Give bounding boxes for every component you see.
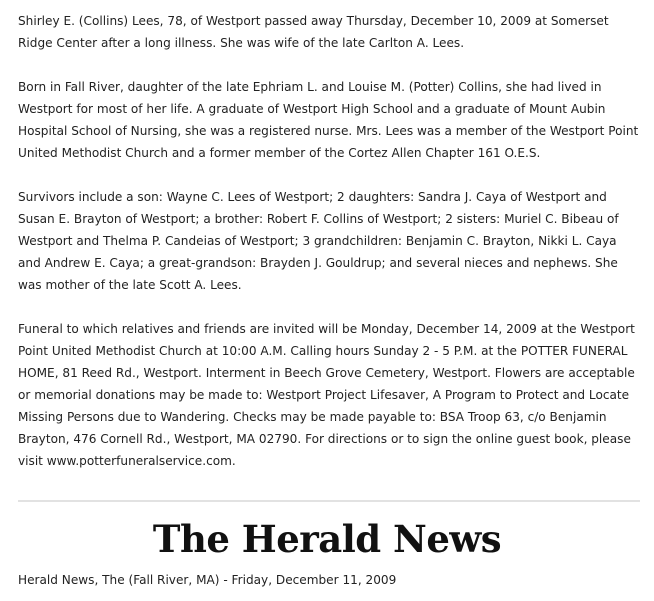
source-citation: Herald News, The (Fall River, MA) - Friday, December 11, 2009 xyxy=(18,573,397,587)
obituary-paragraph-survivors: Survivors include a son: Wayne C. Lees of Westport; 2 daughters: Sandra J. Caya of Westport and Susan E. Brayton of Westport; a brother: Robert F. Collins of Westport; 2 sisters: Muriel C. Bibeau of Westport and Thelma P. Candeias of Westport; 3 grandchildren: Benjamin C. Brayton, Nikki L. Caya and Andrew E. Caya; a great-grandson: Brayden J. Gouldrup; and several nieces and nephews. She was mother of the late Scott A. Lees. xyxy=(18,190,619,292)
obituary-paragraph-death-notice: Shirley E. (Collins) Lees, 78, of Westport passed away Thursday, December 10, 2009 at Somerset Ridge Center after a long illness. She was wife of the late Carlton A. Lees. xyxy=(18,14,609,50)
section-divider xyxy=(18,500,640,502)
newspaper-masthead-logo: The Herald News xyxy=(152,517,502,561)
obituary-paragraph-funeral: Funeral to which relatives and friends are invited will be Monday, December 14, 2009 at the Westport Point United Methodist Church at 10:00 A.M. Calling hours Sunday 2 - 5 P.M. at the POTTER FUNERAL HOME, 81 Reed Rd., Westport. Interment in Beech Grove Cemetery, Westport. Flowers are acceptable or memorial donations may be made to: Westport Project Lifesaver, A Program to Protect and Locate Missing Persons due to Wandering. Checks may be made payable to: BSA Troop 63, c/o Benjamin Brayton, 476 Cornell Rd., Westport, MA 02790. For directions or to sign the online guest book, please visit www.potterfuneralservice.com. xyxy=(18,322,635,468)
obituary-paragraph-biography: Born in Fall River, daughter of the late Ephriam L. and Louise M. (Potter) Collins, she had lived in Westport for most of her life. A graduate of Westport High School and a graduate of Mount Aubin Hospital School of Nursing, she was a registered nurse. Mrs. Lees was a member of the Westport Point United Methodist Church and a former member of the Cortez Allen Chapter 161 O.E.S. xyxy=(18,80,639,160)
obituary-text xyxy=(18,10,642,472)
